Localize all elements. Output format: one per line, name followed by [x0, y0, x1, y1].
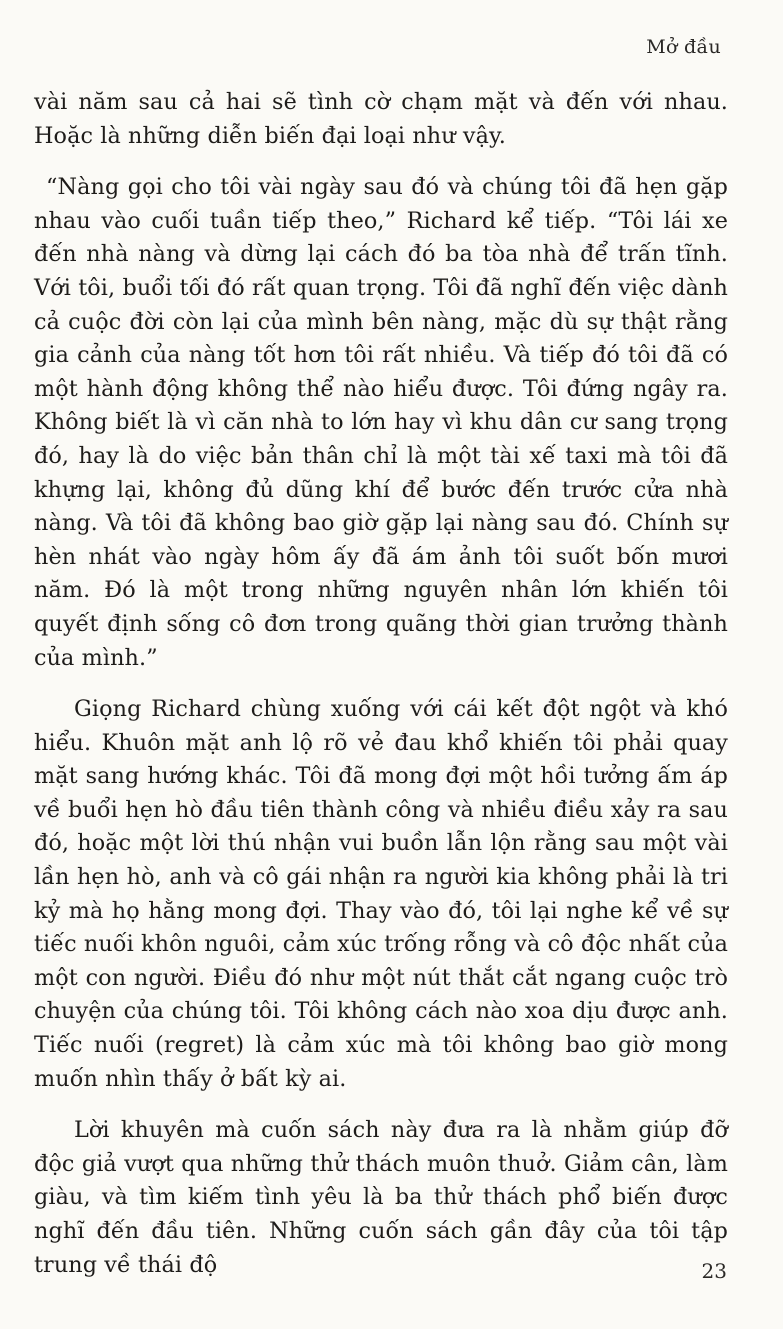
- paragraph-richard-story: “Nàng gọi cho tôi vài ngày sau đó và chúng tôi đã hẹn gặp nhau vào cuối tuần tiếp theo,” Richard kể tiếp. “Tôi lái xe đến nhà nàng và dừng lại cách đó ba tòa nhà để trấn tĩnh. Với tôi, buổi tối đó rất quan trọng. Tôi đã nghĩ đến việc dành cả cuộc đời còn lại của mình bên nàng, mặc dù sự thật rằng gia cảnh của nàng tốt hơn tôi rất nhiều. Và tiếp đó tôi đã có một hành động không thể nào hiểu được. Tôi đứng ngây ra. Không biết là vì căn nhà to lớn hay vì khu dân cư sang trọng đó, hay là do việc bản thân chỉ là một tài xế taxi mà tôi đã khựng lại, không đủ dũng khí để bước đến trước cửa nhà nàng. Và tôi đã không bao giờ gặp lại nàng sau đó. Chính sự hèn nhát vào ngày hôm ấy đã ám ảnh tôi suốt bốn mươi năm. Đó là một trong những nguyên nhân lớn khiến tôi quyết định sống cô đơn trong quãng thời gian trưởng thành của mình.”: [34, 174, 728, 671]
- page-body: [34, 86, 728, 1300]
- running-header: Mở đầu: [646, 36, 721, 58]
- paragraph-book-advice: Lời khuyên mà cuốn sách này đưa ra là nhằm giúp đỡ độc giả vượt qua những thử thách muôn thuở. Giảm cân, làm giàu, và tìm kiếm tình yêu là ba thử thách phổ biến được nghĩ đến đầu tiên. Những cuốn sách gần đây của tôi tập trung về thái độ: [34, 1117, 728, 1278]
- page-number: 23: [701, 1259, 727, 1283]
- paragraph-continuation: vài năm sau cả hai sẽ tình cờ chạm mặt và đến với nhau. Hoặc là những diễn biến đại loại như vậy.: [34, 89, 728, 149]
- paragraph-reflection: Giọng Richard chùng xuống với cái kết đột ngột và khó hiểu. Khuôn mặt anh lộ rõ vẻ đau khổ khiến tôi phải quay mặt sang hướng khác. Tôi đã mong đợi một hồi tưởng ấm áp về buổi hẹn hò đầu tiên thành công và nhiều điều xảy ra sau đó, hoặc một lời thú nhận vui buồn lẫn lộn rằng sau một vài lần hẹn hò, anh và cô gái nhận ra người kia không phải là tri kỷ mà họ hằng mong đợi. Thay vào đó, tôi lại nghe kể về sự tiếc nuối khôn nguôi, cảm xúc trống rỗng và cô độc nhất của một con người. Điều đó như một nút thắt cắt ngang cuộc trò chuyện của chúng tôi. Tôi không cách nào xoa dịu được anh. Tiếc nuối (regret) là cảm xúc mà tôi không bao giờ mong muốn nhìn thấy ở bất kỳ ai.: [34, 696, 728, 1092]
